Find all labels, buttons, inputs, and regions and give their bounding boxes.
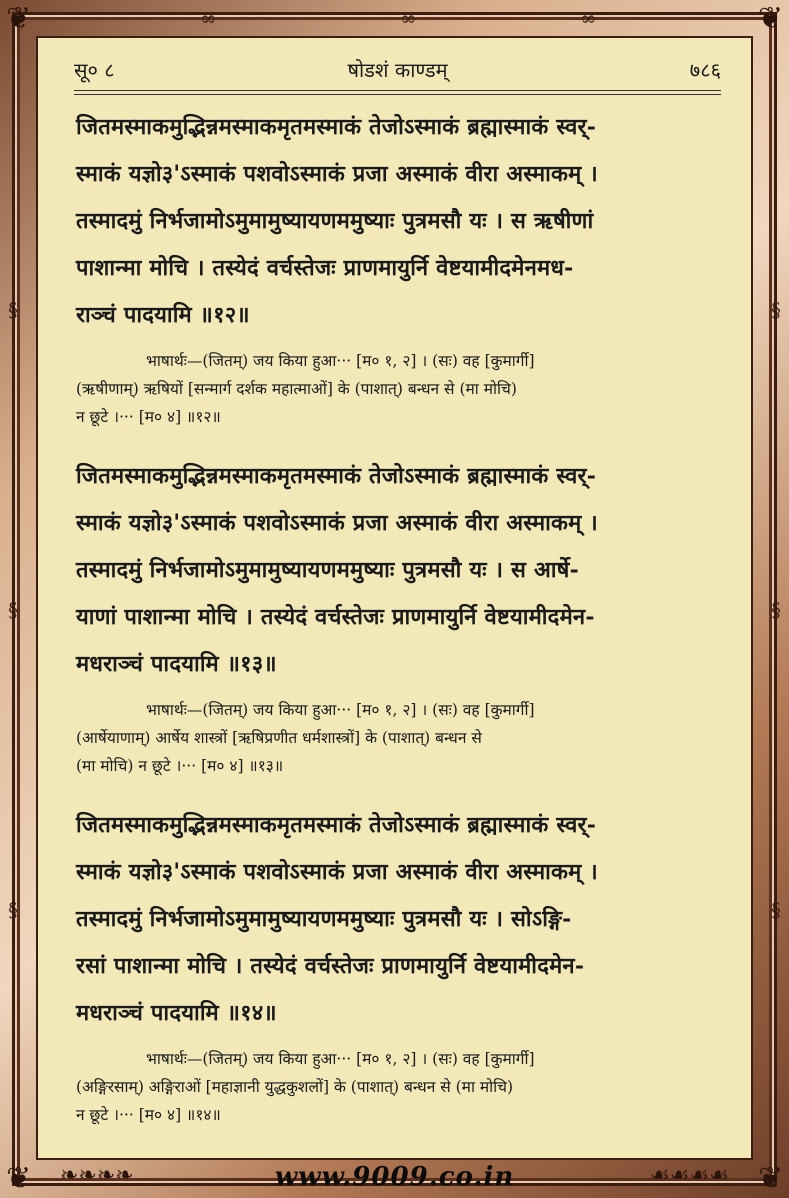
side-ornament-icon: § — [8, 298, 18, 322]
footer-ornament-icon: ☙☙☙☙ — [650, 1163, 729, 1188]
corner-ornament-icon: ❦ — [6, 1161, 32, 1196]
top-ornament-icon: ∞ — [400, 6, 417, 30]
mantra-line: स्माकं यज्ञो३'ऽस्माकं पशवोऽस्माकं प्रजा अस्माकं वीरा अस्माकम् । — [76, 510, 598, 536]
mantra-line: मधराञ्चं पादयामि ॥१३॥ — [76, 651, 277, 677]
corner-ornament-icon: ❦ — [757, 1161, 783, 1196]
mantra-block — [76, 104, 721, 339]
side-ornament-icon: § — [8, 598, 18, 622]
top-ornament-icon: ∞ — [580, 6, 597, 30]
mantra-line: स्माकं यज्ञो३'ऽस्माकं पशवोऽस्माकं प्रजा अस्माकं वीरा अस्माकम् । — [76, 161, 598, 187]
side-ornament-icon: § — [8, 898, 18, 922]
mantra-line: रसां पाशान्मा मोचि । तस्येदं वर्चस्तेजः प्राणमायुर्नि वेष्टयामीदमेन- — [76, 953, 585, 979]
top-ornament-icon: ∞ — [200, 6, 217, 30]
page-header — [74, 56, 721, 86]
mantra-line: तस्मादमुं निर्भजामोऽमुमामुष्यायणममुष्याः पुत्रमसौ यः । स ऋषीणां — [76, 208, 594, 234]
commentary-line: (ऋषीणाम्) ऋषियों [सन्मार्ग दर्शक महात्माओं] के (पाशात्) बन्धन से (मा मोचि) — [76, 380, 517, 398]
mantra-line: जितमस्माकमुद्भिन्नमस्माकमृतमस्माकं तेजोऽस्माकं ब्रह्मास्माकं स्वर्- — [76, 114, 597, 140]
commentary-block — [76, 696, 721, 780]
page-number: ७८६ — [689, 58, 721, 82]
mantra-line: मधराञ्चं पादयामि ॥१४॥ — [76, 1000, 277, 1026]
corner-ornament-icon: ❦ — [6, 1, 32, 36]
mantra-line: याणां पाशान्मा मोचि । तस्येदं वर्चस्तेजः प्राणमायुर्नि वेष्टयामीदमेन- — [76, 604, 595, 630]
commentary-line: (मा मोचि) न छूटे ।··· [म० ४] ॥१३॥ — [76, 757, 284, 775]
website-watermark: www.9009.co.in — [274, 1162, 515, 1192]
mantra-block — [76, 453, 721, 688]
commentary-block — [76, 1045, 721, 1129]
mantra-line: तस्मादमुं निर्भजामोऽमुमामुष्यायणममुष्याः पुत्रमसौ यः । स आर्षे- — [76, 557, 579, 583]
footer-ornament-icon: ❧❧❧❧ — [60, 1163, 134, 1188]
side-ornament-icon: § — [771, 298, 781, 322]
commentary-line: भाषार्थः—(जितम्) जय किया हुआ··· [म० १, २] । (सः) वह [कुमार्गी] — [146, 352, 535, 370]
commentary-line: भाषार्थः—(जितम्) जय किया हुआ··· [म० १, २] । (सः) वह [कुमार्गी] — [146, 1050, 535, 1068]
side-ornament-icon: § — [771, 598, 781, 622]
mantra-line: राञ्चं पादयामि ॥१२॥ — [76, 302, 250, 328]
book-page — [36, 36, 753, 1160]
commentary-line: न छूटे ।··· [म० ४] ॥१२॥ — [76, 408, 221, 426]
corner-ornament-icon: ❦ — [757, 1, 783, 36]
side-ornament-icon: § — [771, 898, 781, 922]
sukta-number: सू० ८ — [74, 58, 115, 82]
mantra-line: स्माकं यज्ञो३'ऽस्माकं पशवोऽस्माकं प्रजा अस्माकं वीरा अस्माकम् । — [76, 859, 598, 885]
commentary-block — [76, 347, 721, 431]
mantra-line: पाशान्मा मोचि । तस्येदं वर्चस्तेजः प्राणमायुर्नि वेष्टयामीदमेनमध- — [76, 255, 574, 281]
kanda-title: षोडशं काण्डम् — [347, 58, 448, 82]
mantra-line: तस्मादमुं निर्भजामोऽमुमामुष्यायणममुष्याः पुत्रमसौ यः । सोऽङ्गि- — [76, 906, 572, 932]
mantra-line: जितमस्माकमुद्भिन्नमस्माकमृतमस्माकं तेजोऽस्माकं ब्रह्मास्माकं स्वर्- — [76, 463, 597, 489]
commentary-line: भाषार्थः—(जितम्) जय किया हुआ··· [म० १, २] । (सः) वह [कुमार्गी] — [146, 701, 535, 719]
commentary-line: न छूटे ।··· [म० ४] ॥१४॥ — [76, 1106, 221, 1124]
header-divider — [74, 90, 721, 95]
mantra-line: जितमस्माकमुद्भिन्नमस्माकमृतमस्माकं तेजोऽस्माकं ब्रह्मास्माकं स्वर्- — [76, 812, 597, 838]
commentary-line: (आर्षेयाणाम्) आर्षेय शास्त्रों [ऋषिप्रणीत धर्मशास्त्रों] के (पाशात्) बन्धन से — [76, 729, 482, 747]
page-content — [76, 104, 721, 1151]
commentary-line: (अङ्गिरसाम्) अङ्गिराओं [महाज्ञानी युद्धकुशलों] के (पाशात्) बन्धन से (मा मोचि) — [76, 1078, 514, 1096]
mantra-block — [76, 802, 721, 1037]
